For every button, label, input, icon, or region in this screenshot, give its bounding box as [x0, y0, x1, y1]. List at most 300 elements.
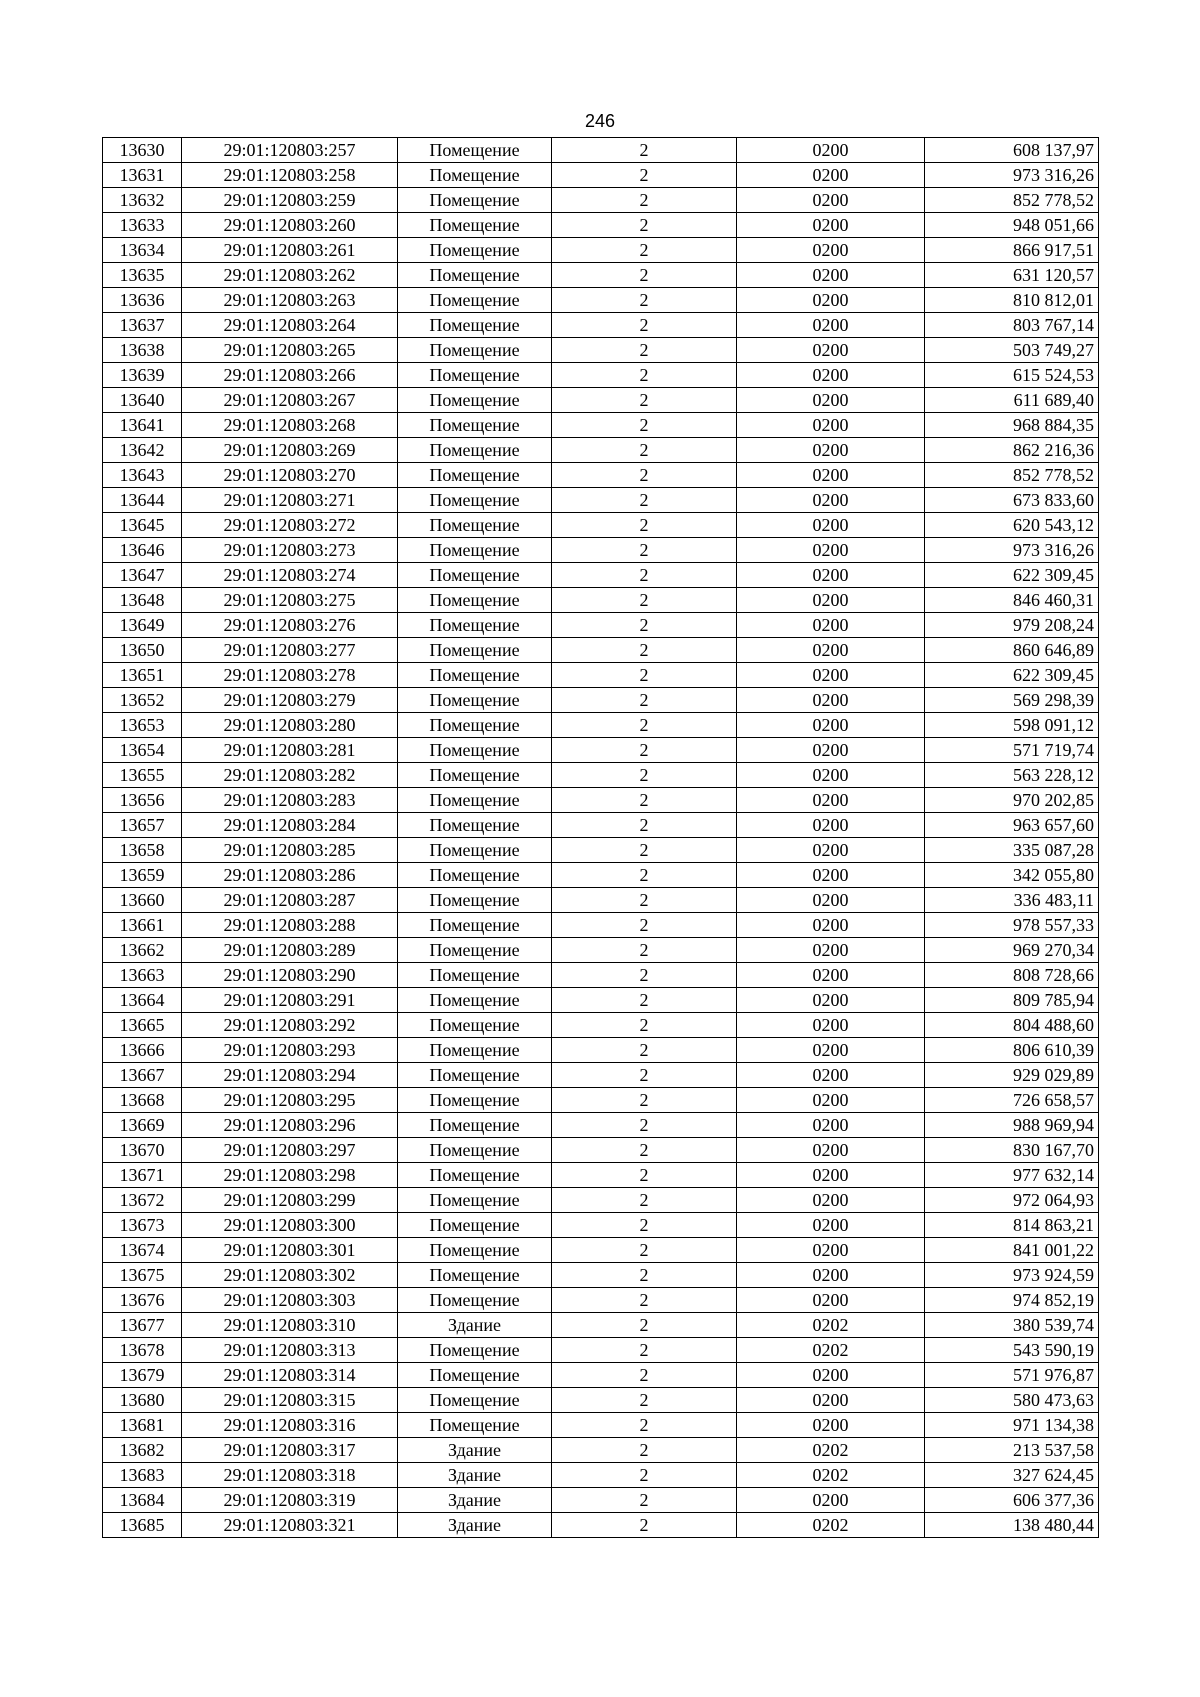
purpose-code-cell: 0200 — [737, 1138, 925, 1163]
cadastral-value-cell: 213 537,58 — [925, 1438, 1099, 1463]
floor-count-cell: 2 — [552, 938, 737, 963]
object-type-cell: Здание — [398, 1488, 552, 1513]
floor-count-cell: 2 — [552, 663, 737, 688]
object-type-cell: Помещение — [398, 1413, 552, 1438]
row-number-cell: 13643 — [103, 463, 182, 488]
row-number-cell: 13638 — [103, 338, 182, 363]
cadastral-number-cell: 29:01:120803:293 — [182, 1038, 398, 1063]
purpose-code-cell: 0200 — [737, 288, 925, 313]
row-number-cell: 13661 — [103, 913, 182, 938]
cadastral-value-cell: 342 055,80 — [925, 863, 1099, 888]
object-type-cell: Помещение — [398, 863, 552, 888]
row-number-cell: 13660 — [103, 888, 182, 913]
row-number-cell: 13657 — [103, 813, 182, 838]
floor-count-cell: 2 — [552, 563, 737, 588]
cadastral-value-cell: 335 087,28 — [925, 838, 1099, 863]
cadastral-number-cell: 29:01:120803:314 — [182, 1363, 398, 1388]
object-type-cell: Помещение — [398, 638, 552, 663]
object-type-cell: Помещение — [398, 963, 552, 988]
floor-count-cell: 2 — [552, 1288, 737, 1313]
cadastral-value-cell: 969 270,34 — [925, 938, 1099, 963]
cadastral-value-cell: 979 208,24 — [925, 613, 1099, 638]
cadastral-number-cell: 29:01:120803:291 — [182, 988, 398, 1013]
floor-count-cell: 2 — [552, 163, 737, 188]
table-row — [103, 663, 1099, 688]
table-row — [103, 1338, 1099, 1363]
row-number-cell: 13637 — [103, 313, 182, 338]
object-type-cell: Здание — [398, 1463, 552, 1488]
floor-count-cell: 2 — [552, 1313, 737, 1338]
row-number-cell: 13645 — [103, 513, 182, 538]
cadastral-number-cell: 29:01:120803:290 — [182, 963, 398, 988]
purpose-code-cell: 0200 — [737, 363, 925, 388]
cadastral-value-cell: 973 316,26 — [925, 538, 1099, 563]
cadastral-number-cell: 29:01:120803:299 — [182, 1188, 398, 1213]
cadastral-number-cell: 29:01:120803:310 — [182, 1313, 398, 1338]
table-row — [103, 1313, 1099, 1338]
row-number-cell: 13658 — [103, 838, 182, 863]
cadastral-number-cell: 29:01:120803:318 — [182, 1463, 398, 1488]
object-type-cell: Помещение — [398, 388, 552, 413]
table-row — [103, 213, 1099, 238]
object-type-cell: Помещение — [398, 163, 552, 188]
purpose-code-cell: 0200 — [737, 938, 925, 963]
row-number-cell: 13669 — [103, 1113, 182, 1138]
cadastral-value-cell: 860 646,89 — [925, 638, 1099, 663]
cadastral-number-cell: 29:01:120803:261 — [182, 238, 398, 263]
cadastral-number-cell: 29:01:120803:303 — [182, 1288, 398, 1313]
cadastral-value-cell: 571 719,74 — [925, 738, 1099, 763]
purpose-code-cell: 0200 — [737, 1063, 925, 1088]
floor-count-cell: 2 — [552, 138, 737, 163]
table-row — [103, 1188, 1099, 1213]
cadastral-number-cell: 29:01:120803:276 — [182, 613, 398, 638]
purpose-code-cell: 0200 — [737, 1363, 925, 1388]
purpose-code-cell: 0202 — [737, 1513, 925, 1538]
cadastral-value-cell: 814 863,21 — [925, 1213, 1099, 1238]
cadastral-value-cell: 615 524,53 — [925, 363, 1099, 388]
object-type-cell: Помещение — [398, 663, 552, 688]
row-number-cell: 13676 — [103, 1288, 182, 1313]
cadastral-number-cell: 29:01:120803:285 — [182, 838, 398, 863]
purpose-code-cell: 0200 — [737, 188, 925, 213]
table-row — [103, 513, 1099, 538]
cadastral-number-cell: 29:01:120803:298 — [182, 1163, 398, 1188]
purpose-code-cell: 0200 — [737, 163, 925, 188]
cadastral-number-cell: 29:01:120803:259 — [182, 188, 398, 213]
floor-count-cell: 2 — [552, 763, 737, 788]
row-number-cell: 13654 — [103, 738, 182, 763]
floor-count-cell: 2 — [552, 1513, 737, 1538]
table-row — [103, 1263, 1099, 1288]
object-type-cell: Помещение — [398, 988, 552, 1013]
purpose-code-cell: 0200 — [737, 488, 925, 513]
purpose-code-cell: 0202 — [737, 1338, 925, 1363]
cadastral-value-cell: 503 749,27 — [925, 338, 1099, 363]
cadastral-value-cell: 968 884,35 — [925, 413, 1099, 438]
purpose-code-cell: 0200 — [737, 413, 925, 438]
object-type-cell: Помещение — [398, 588, 552, 613]
floor-count-cell: 2 — [552, 213, 737, 238]
cadastral-number-cell: 29:01:120803:313 — [182, 1338, 398, 1363]
purpose-code-cell: 0200 — [737, 688, 925, 713]
table-row — [103, 488, 1099, 513]
floor-count-cell: 2 — [552, 913, 737, 938]
cadastral-value-cell: 608 137,97 — [925, 138, 1099, 163]
row-number-cell: 13685 — [103, 1513, 182, 1538]
purpose-code-cell: 0200 — [737, 763, 925, 788]
object-type-cell: Помещение — [398, 738, 552, 763]
table-row — [103, 988, 1099, 1013]
floor-count-cell: 2 — [552, 1488, 737, 1513]
purpose-code-cell: 0200 — [737, 913, 925, 938]
cadastral-value-cell: 972 064,93 — [925, 1188, 1099, 1213]
cadastral-number-cell: 29:01:120803:317 — [182, 1438, 398, 1463]
table-row — [103, 538, 1099, 563]
cadastral-value-cell: 808 728,66 — [925, 963, 1099, 988]
cadastral-value-cell: 622 309,45 — [925, 563, 1099, 588]
table-row — [103, 363, 1099, 388]
object-type-cell: Помещение — [398, 1338, 552, 1363]
cadastral-number-cell: 29:01:120803:275 — [182, 588, 398, 613]
purpose-code-cell: 0200 — [737, 338, 925, 363]
cadastral-number-cell: 29:01:120803:280 — [182, 713, 398, 738]
row-number-cell: 13641 — [103, 413, 182, 438]
floor-count-cell: 2 — [552, 738, 737, 763]
cadastral-value-cell: 948 051,66 — [925, 213, 1099, 238]
cadastral-number-cell: 29:01:120803:258 — [182, 163, 398, 188]
cadastral-value-cell: 380 539,74 — [925, 1313, 1099, 1338]
floor-count-cell: 2 — [552, 1388, 737, 1413]
table-row — [103, 1138, 1099, 1163]
floor-count-cell: 2 — [552, 713, 737, 738]
floor-count-cell: 2 — [552, 1338, 737, 1363]
object-type-cell: Помещение — [398, 288, 552, 313]
cadastral-number-cell: 29:01:120803:319 — [182, 1488, 398, 1513]
object-type-cell: Помещение — [398, 413, 552, 438]
table-row — [103, 1163, 1099, 1188]
table-row — [103, 463, 1099, 488]
cadastral-number-cell: 29:01:120803:263 — [182, 288, 398, 313]
object-type-cell: Помещение — [398, 263, 552, 288]
table-row — [103, 1463, 1099, 1488]
purpose-code-cell: 0200 — [737, 538, 925, 563]
row-number-cell: 13680 — [103, 1388, 182, 1413]
cadastral-value-cell: 852 778,52 — [925, 188, 1099, 213]
object-type-cell: Помещение — [398, 763, 552, 788]
table-row — [103, 738, 1099, 763]
cadastral-number-cell: 29:01:120803:270 — [182, 463, 398, 488]
object-type-cell: Помещение — [398, 1063, 552, 1088]
table-row — [103, 788, 1099, 813]
floor-count-cell: 2 — [552, 588, 737, 613]
object-type-cell: Помещение — [398, 1213, 552, 1238]
row-number-cell: 13655 — [103, 763, 182, 788]
cadastral-number-cell: 29:01:120803:286 — [182, 863, 398, 888]
cadastral-number-cell: 29:01:120803:281 — [182, 738, 398, 763]
row-number-cell: 13662 — [103, 938, 182, 963]
cadastral-value-cell: 862 216,36 — [925, 438, 1099, 463]
cadastral-value-cell: 970 202,85 — [925, 788, 1099, 813]
row-number-cell: 13631 — [103, 163, 182, 188]
row-number-cell: 13666 — [103, 1038, 182, 1063]
cadastral-number-cell: 29:01:120803:316 — [182, 1413, 398, 1438]
floor-count-cell: 2 — [552, 1213, 737, 1238]
page-number: 246 — [584, 111, 616, 131]
cadastral-value-cell: 810 812,01 — [925, 288, 1099, 313]
floor-count-cell: 2 — [552, 1238, 737, 1263]
table-row — [103, 1413, 1099, 1438]
floor-count-cell: 2 — [552, 888, 737, 913]
row-number-cell: 13652 — [103, 688, 182, 713]
purpose-code-cell: 0200 — [737, 988, 925, 1013]
row-number-cell: 13644 — [103, 488, 182, 513]
row-number-cell: 13646 — [103, 538, 182, 563]
cadastral-value-cell: 830 167,70 — [925, 1138, 1099, 1163]
row-number-cell: 13634 — [103, 238, 182, 263]
table-row — [103, 1238, 1099, 1263]
floor-count-cell: 2 — [552, 638, 737, 663]
object-type-cell: Помещение — [398, 1238, 552, 1263]
row-number-cell: 13670 — [103, 1138, 182, 1163]
row-number-cell: 13677 — [103, 1313, 182, 1338]
table-row — [103, 888, 1099, 913]
purpose-code-cell: 0200 — [737, 1388, 925, 1413]
object-type-cell: Помещение — [398, 613, 552, 638]
cadastral-value-cell: 929 029,89 — [925, 1063, 1099, 1088]
floor-count-cell: 2 — [552, 413, 737, 438]
table-row — [103, 688, 1099, 713]
row-number-cell: 13648 — [103, 588, 182, 613]
floor-count-cell: 2 — [552, 788, 737, 813]
floor-count-cell: 2 — [552, 613, 737, 638]
floor-count-cell: 2 — [552, 288, 737, 313]
floor-count-cell: 2 — [552, 538, 737, 563]
floor-count-cell: 2 — [552, 438, 737, 463]
object-type-cell: Помещение — [398, 838, 552, 863]
purpose-code-cell: 0200 — [737, 888, 925, 913]
object-type-cell: Помещение — [398, 313, 552, 338]
floor-count-cell: 2 — [552, 838, 737, 863]
floor-count-cell: 2 — [552, 313, 737, 338]
table-row — [103, 413, 1099, 438]
row-number-cell: 13678 — [103, 1338, 182, 1363]
cadastral-number-cell: 29:01:120803:295 — [182, 1088, 398, 1113]
cadastral-value-cell: 571 976,87 — [925, 1363, 1099, 1388]
purpose-code-cell: 0200 — [737, 638, 925, 663]
cadastral-number-cell: 29:01:120803:302 — [182, 1263, 398, 1288]
object-type-cell: Помещение — [398, 938, 552, 963]
cadastral-number-cell: 29:01:120803:300 — [182, 1213, 398, 1238]
row-number-cell: 13633 — [103, 213, 182, 238]
row-number-cell: 13667 — [103, 1063, 182, 1088]
cadastral-value-cell: 846 460,31 — [925, 588, 1099, 613]
purpose-code-cell: 0200 — [737, 213, 925, 238]
cadastral-number-cell: 29:01:120803:296 — [182, 1113, 398, 1138]
table-row — [103, 238, 1099, 263]
row-number-cell: 13659 — [103, 863, 182, 888]
table-row — [103, 138, 1099, 163]
cadastral-number-cell: 29:01:120803:301 — [182, 1238, 398, 1263]
cadastral-value-table — [102, 137, 1099, 1538]
table-row — [103, 163, 1099, 188]
floor-count-cell: 2 — [552, 1413, 737, 1438]
purpose-code-cell: 0200 — [737, 438, 925, 463]
purpose-code-cell: 0200 — [737, 1413, 925, 1438]
table-row — [103, 388, 1099, 413]
cadastral-value-cell: 327 624,45 — [925, 1463, 1099, 1488]
object-type-cell: Помещение — [398, 563, 552, 588]
table-row — [103, 638, 1099, 663]
floor-count-cell: 2 — [552, 863, 737, 888]
purpose-code-cell: 0200 — [737, 1038, 925, 1063]
table-row — [103, 1013, 1099, 1038]
cadastral-number-cell: 29:01:120803:267 — [182, 388, 398, 413]
floor-count-cell: 2 — [552, 1138, 737, 1163]
object-type-cell: Помещение — [398, 1138, 552, 1163]
table-row — [103, 1063, 1099, 1088]
row-number-cell: 13665 — [103, 1013, 182, 1038]
cadastral-number-cell: 29:01:120803:265 — [182, 338, 398, 363]
purpose-code-cell: 0200 — [737, 963, 925, 988]
object-type-cell: Помещение — [398, 513, 552, 538]
row-number-cell: 13675 — [103, 1263, 182, 1288]
table-row — [103, 588, 1099, 613]
purpose-code-cell: 0200 — [737, 813, 925, 838]
cadastral-number-cell: 29:01:120803:284 — [182, 813, 398, 838]
row-number-cell: 13636 — [103, 288, 182, 313]
purpose-code-cell: 0200 — [737, 663, 925, 688]
object-type-cell: Помещение — [398, 1288, 552, 1313]
object-type-cell: Помещение — [398, 538, 552, 563]
cadastral-value-cell: 803 767,14 — [925, 313, 1099, 338]
floor-count-cell: 2 — [552, 1438, 737, 1463]
row-number-cell: 13664 — [103, 988, 182, 1013]
row-number-cell: 13639 — [103, 363, 182, 388]
object-type-cell: Помещение — [398, 363, 552, 388]
cadastral-number-cell: 29:01:120803:262 — [182, 263, 398, 288]
row-number-cell: 13663 — [103, 963, 182, 988]
row-number-cell: 13630 — [103, 138, 182, 163]
row-number-cell: 13642 — [103, 438, 182, 463]
table-row — [103, 1088, 1099, 1113]
cadastral-number-cell: 29:01:120803:257 — [182, 138, 398, 163]
row-number-cell: 13653 — [103, 713, 182, 738]
object-type-cell: Помещение — [398, 1188, 552, 1213]
cadastral-value-cell: 977 632,14 — [925, 1163, 1099, 1188]
row-number-cell: 13640 — [103, 388, 182, 413]
purpose-code-cell: 0200 — [737, 788, 925, 813]
purpose-code-cell: 0200 — [737, 138, 925, 163]
cadastral-value-cell: 543 590,19 — [925, 1338, 1099, 1363]
cadastral-number-cell: 29:01:120803:274 — [182, 563, 398, 588]
cadastral-value-cell: 580 473,63 — [925, 1388, 1099, 1413]
row-number-cell: 13674 — [103, 1238, 182, 1263]
table-row — [103, 438, 1099, 463]
floor-count-cell: 2 — [552, 388, 737, 413]
cadastral-value-cell: 598 091,12 — [925, 713, 1099, 738]
object-type-cell: Помещение — [398, 438, 552, 463]
cadastral-value-cell: 973 316,26 — [925, 163, 1099, 188]
object-type-cell: Помещение — [398, 1163, 552, 1188]
row-number-cell: 13682 — [103, 1438, 182, 1463]
purpose-code-cell: 0200 — [737, 1288, 925, 1313]
row-number-cell: 13673 — [103, 1213, 182, 1238]
cadastral-number-cell: 29:01:120803:315 — [182, 1388, 398, 1413]
cadastral-number-cell: 29:01:120803:277 — [182, 638, 398, 663]
cadastral-value-cell: 611 689,40 — [925, 388, 1099, 413]
cadastral-number-cell: 29:01:120803:279 — [182, 688, 398, 713]
floor-count-cell: 2 — [552, 488, 737, 513]
table-row — [103, 913, 1099, 938]
object-type-cell: Помещение — [398, 1113, 552, 1138]
object-type-cell: Помещение — [398, 1013, 552, 1038]
cadastral-value-cell: 852 778,52 — [925, 463, 1099, 488]
row-number-cell: 13683 — [103, 1463, 182, 1488]
cadastral-value-cell: 673 833,60 — [925, 488, 1099, 513]
cadastral-value-cell: 963 657,60 — [925, 813, 1099, 838]
cadastral-value-cell: 866 917,51 — [925, 238, 1099, 263]
object-type-cell: Помещение — [398, 338, 552, 363]
row-number-cell: 13650 — [103, 638, 182, 663]
object-type-cell: Помещение — [398, 1038, 552, 1063]
floor-count-cell: 2 — [552, 1163, 737, 1188]
purpose-code-cell: 0200 — [737, 1163, 925, 1188]
purpose-code-cell: 0200 — [737, 1088, 925, 1113]
row-number-cell: 13668 — [103, 1088, 182, 1113]
cadastral-value-cell: 974 852,19 — [925, 1288, 1099, 1313]
purpose-code-cell: 0200 — [737, 238, 925, 263]
row-number-cell: 13649 — [103, 613, 182, 638]
object-type-cell: Помещение — [398, 713, 552, 738]
cadastral-value-cell: 988 969,94 — [925, 1113, 1099, 1138]
floor-count-cell: 2 — [552, 963, 737, 988]
object-type-cell: Помещение — [398, 813, 552, 838]
floor-count-cell: 2 — [552, 1063, 737, 1088]
purpose-code-cell: 0200 — [737, 1213, 925, 1238]
cadastral-number-cell: 29:01:120803:264 — [182, 313, 398, 338]
cadastral-number-cell: 29:01:120803:273 — [182, 538, 398, 563]
object-type-cell: Помещение — [398, 1088, 552, 1113]
cadastral-number-cell: 29:01:120803:268 — [182, 413, 398, 438]
purpose-code-cell: 0200 — [737, 738, 925, 763]
table-row — [103, 713, 1099, 738]
floor-count-cell: 2 — [552, 1363, 737, 1388]
table-row — [103, 338, 1099, 363]
cadastral-number-cell: 29:01:120803:288 — [182, 913, 398, 938]
object-type-cell: Здание — [398, 1438, 552, 1463]
table-row — [103, 1513, 1099, 1538]
cadastral-value-cell: 726 658,57 — [925, 1088, 1099, 1113]
object-type-cell: Здание — [398, 1513, 552, 1538]
cadastral-number-cell: 29:01:120803:278 — [182, 663, 398, 688]
cadastral-number-cell: 29:01:120803:292 — [182, 1013, 398, 1038]
purpose-code-cell: 0202 — [737, 1438, 925, 1463]
floor-count-cell: 2 — [552, 263, 737, 288]
table-row — [103, 1438, 1099, 1463]
object-type-cell: Помещение — [398, 188, 552, 213]
row-number-cell: 13672 — [103, 1188, 182, 1213]
floor-count-cell: 2 — [552, 1113, 737, 1138]
table-row — [103, 613, 1099, 638]
cadastral-value-cell: 806 610,39 — [925, 1038, 1099, 1063]
object-type-cell: Помещение — [398, 488, 552, 513]
purpose-code-cell: 0200 — [737, 713, 925, 738]
purpose-code-cell: 0202 — [737, 1313, 925, 1338]
cadastral-value-cell: 809 785,94 — [925, 988, 1099, 1013]
cadastral-value-cell: 841 001,22 — [925, 1238, 1099, 1263]
table-row — [103, 1388, 1099, 1413]
